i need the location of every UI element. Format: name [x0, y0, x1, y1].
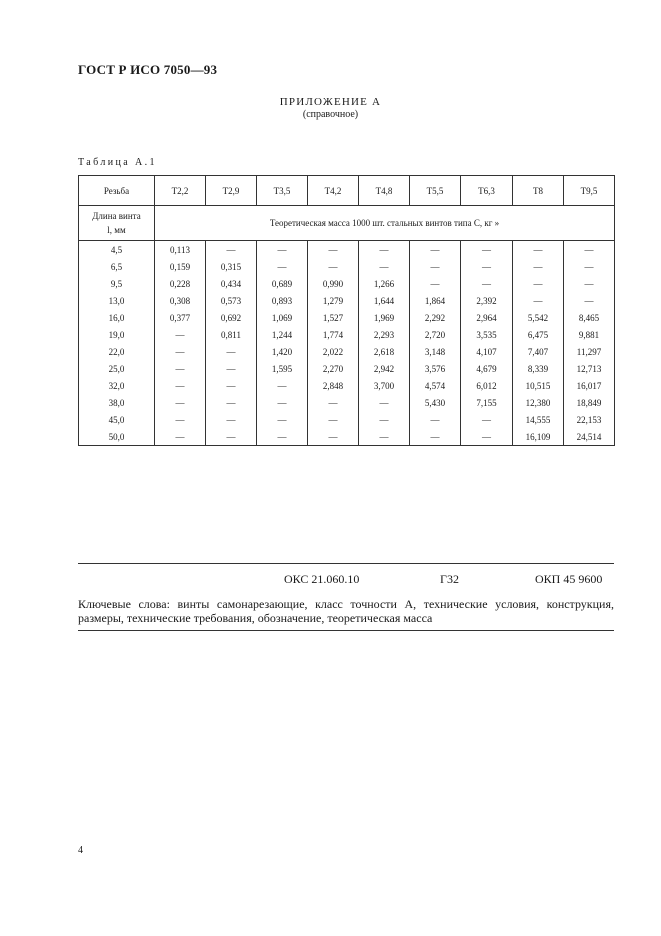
table-row	[79, 394, 615, 411]
mass-cell: 1,969	[359, 309, 410, 326]
length-cell: 22,0	[79, 343, 155, 360]
mass-cell: 0,377	[155, 309, 206, 326]
mass-cell: 1,420	[257, 343, 308, 360]
length-cell: 25,0	[79, 360, 155, 377]
mass-cell: —	[206, 343, 257, 360]
appendix-subtitle: (справочное)	[302, 109, 359, 120]
table-row	[79, 275, 615, 292]
mass-cell: —	[257, 394, 308, 411]
mass-cell: 2,022	[308, 343, 359, 360]
thread-header-cell: Т2,9	[206, 176, 257, 206]
mass-cell: 2,293	[359, 326, 410, 343]
mass-cell: 11,297	[564, 343, 615, 360]
mass-cell: 0,159	[155, 258, 206, 275]
mass-cell: 22,153	[564, 411, 615, 428]
mass-cell: —	[410, 275, 461, 292]
mass-cell: 10,515	[513, 377, 564, 394]
length-cell: 16,0	[79, 309, 155, 326]
mass-cell: 1,527	[308, 309, 359, 326]
mass-header-row	[79, 206, 615, 241]
thread-header-cell: Т5,5	[410, 176, 461, 206]
mass-cell: —	[461, 275, 513, 292]
mass-cell: 24,514	[564, 428, 615, 446]
mass-cell: —	[308, 411, 359, 428]
mass-cell: 5,542	[513, 309, 564, 326]
mass-cell: 1,244	[257, 326, 308, 343]
appendix-title: ПРИЛОЖЕНИЕ А	[279, 96, 382, 108]
mass-cell: —	[308, 241, 359, 259]
length-label-line2: l, мм	[107, 225, 126, 235]
length-cell: 6,5	[79, 258, 155, 275]
mass-cell: —	[564, 275, 615, 292]
mass-cell: 12,380	[513, 394, 564, 411]
mass-cell: 0,689	[257, 275, 308, 292]
thread-label-cell: Резьба	[79, 176, 155, 206]
mass-cell: —	[155, 394, 206, 411]
thread-header-cell: Т4,2	[308, 176, 359, 206]
mass-cell: —	[410, 258, 461, 275]
mass-cell: 6,012	[461, 377, 513, 394]
length-label-line1: Длина винта	[92, 211, 141, 221]
length-cell: 50,0	[79, 428, 155, 446]
page-number: 4	[78, 845, 83, 856]
mass-cell: —	[461, 258, 513, 275]
length-cell: 4,5	[79, 241, 155, 259]
mass-cell: —	[564, 241, 615, 259]
mass-cell: 3,576	[410, 360, 461, 377]
thread-header-cell: Т9,5	[564, 176, 615, 206]
mass-cell: 8,465	[564, 309, 615, 326]
table-row	[79, 326, 615, 343]
mass-cell: 0,228	[155, 275, 206, 292]
mass-cell: —	[308, 428, 359, 446]
table-row	[79, 360, 615, 377]
mass-cell: 12,713	[564, 360, 615, 377]
mass-cell: —	[461, 428, 513, 446]
mass-cell: 0,308	[155, 292, 206, 309]
length-cell: 38,0	[79, 394, 155, 411]
footer-bottom-rule	[78, 630, 614, 631]
mass-cell: —	[206, 360, 257, 377]
mass-cell: 1,279	[308, 292, 359, 309]
mass-cell: —	[206, 377, 257, 394]
mass-cell: 6,475	[513, 326, 564, 343]
length-label-cell	[79, 206, 155, 241]
thread-header-cell: Т4,8	[359, 176, 410, 206]
mass-cell: —	[564, 292, 615, 309]
mass-cell: 2,292	[410, 309, 461, 326]
screw-mass-table	[78, 175, 615, 446]
mass-cell: 5,430	[410, 394, 461, 411]
mass-cell: —	[155, 411, 206, 428]
table-row	[79, 258, 615, 275]
table-row	[79, 411, 615, 428]
thread-header-row	[79, 176, 615, 206]
footer-top-rule	[78, 563, 614, 564]
mass-cell: 1,644	[359, 292, 410, 309]
mass-cell: 16,109	[513, 428, 564, 446]
mass-cell: 0,811	[206, 326, 257, 343]
mass-cell: —	[206, 428, 257, 446]
length-cell: 32,0	[79, 377, 155, 394]
mass-cell: 3,148	[410, 343, 461, 360]
mass-cell: —	[308, 394, 359, 411]
mass-cell: —	[359, 411, 410, 428]
mass-cell: —	[257, 377, 308, 394]
mass-cell: —	[257, 258, 308, 275]
mass-cell: 8,339	[513, 360, 564, 377]
mass-cell: —	[513, 292, 564, 309]
mass-cell: —	[359, 258, 410, 275]
table-row	[79, 377, 615, 394]
mass-cell: 2,618	[359, 343, 410, 360]
mass-cell: 4,574	[410, 377, 461, 394]
table-body	[79, 241, 615, 446]
mass-cell: 2,720	[410, 326, 461, 343]
mass-cell: —	[359, 394, 410, 411]
thread-header-cell: Т3,5	[257, 176, 308, 206]
mass-cell: 2,392	[461, 292, 513, 309]
thread-header-cell: Т8	[513, 176, 564, 206]
mass-cell: 0,113	[155, 241, 206, 259]
length-cell: 19,0	[79, 326, 155, 343]
mass-cell: 9,881	[564, 326, 615, 343]
table-row	[79, 241, 615, 259]
mass-cell: —	[257, 428, 308, 446]
thread-header-cell: Т6,3	[461, 176, 513, 206]
table-row	[79, 292, 615, 309]
mass-cell: 2,964	[461, 309, 513, 326]
mass-cell: —	[461, 241, 513, 259]
mass-cell: —	[155, 428, 206, 446]
mass-cell: 18,849	[564, 394, 615, 411]
mass-cell: 7,155	[461, 394, 513, 411]
mass-cell: —	[257, 411, 308, 428]
mass-cell: 3,700	[359, 377, 410, 394]
mass-cell: —	[410, 411, 461, 428]
okc-code: ОКС 21.060.10	[284, 572, 360, 586]
mass-cell: —	[155, 343, 206, 360]
mass-cell: —	[513, 258, 564, 275]
length-cell: 9,5	[79, 275, 155, 292]
mass-cell: 0,315	[206, 258, 257, 275]
mass-cell: 1,069	[257, 309, 308, 326]
mass-cell: 1,864	[410, 292, 461, 309]
mass-cell: —	[155, 360, 206, 377]
mass-cell: 2,270	[308, 360, 359, 377]
mass-cell: —	[359, 241, 410, 259]
mass-cell: —	[308, 258, 359, 275]
keywords-text: Ключевые слова: винты самонарезающие, класс точности А, технические условия, конструкция, размеры, технические требования, обозначение, теоретическая масса	[78, 597, 614, 625]
mass-cell: 4,679	[461, 360, 513, 377]
mass-cell: 2,848	[308, 377, 359, 394]
mass-cell: —	[206, 411, 257, 428]
mass-cell: 0,893	[257, 292, 308, 309]
mass-cell: —	[564, 258, 615, 275]
mass-cell: 1,266	[359, 275, 410, 292]
mass-cell: 0,692	[206, 309, 257, 326]
table-caption: Таблица А.1	[78, 157, 157, 168]
mass-cell: —	[410, 428, 461, 446]
mass-header-cell: Теоретическая масса 1000 шт. стальных винтов типа С, кг »	[155, 206, 615, 241]
mass-cell: —	[155, 326, 206, 343]
group-code: Г32	[440, 572, 459, 586]
length-cell: 45,0	[79, 411, 155, 428]
mass-cell: 3,535	[461, 326, 513, 343]
table-row	[79, 309, 615, 326]
mass-cell: —	[513, 241, 564, 259]
length-cell: 13,0	[79, 292, 155, 309]
mass-cell: —	[359, 428, 410, 446]
mass-cell: 7,407	[513, 343, 564, 360]
mass-cell: 16,017	[564, 377, 615, 394]
mass-cell: 1,595	[257, 360, 308, 377]
document-header-title: ГОСТ Р ИСО 7050—93	[78, 62, 218, 77]
mass-cell: —	[155, 377, 206, 394]
mass-cell: 0,434	[206, 275, 257, 292]
mass-cell: —	[206, 394, 257, 411]
mass-cell: 4,107	[461, 343, 513, 360]
mass-cell: 0,990	[308, 275, 359, 292]
thread-header-cell: Т2,2	[155, 176, 206, 206]
mass-cell: —	[257, 241, 308, 259]
mass-cell: 0,573	[206, 292, 257, 309]
mass-cell: 1,774	[308, 326, 359, 343]
mass-cell: 14,555	[513, 411, 564, 428]
okp-code: ОКП 45 9600	[535, 572, 603, 586]
mass-cell: —	[410, 241, 461, 259]
mass-cell: —	[461, 411, 513, 428]
mass-cell: —	[206, 241, 257, 259]
mass-cell: —	[513, 275, 564, 292]
table-row	[79, 343, 615, 360]
mass-cell: 2,942	[359, 360, 410, 377]
table-row	[79, 428, 615, 446]
